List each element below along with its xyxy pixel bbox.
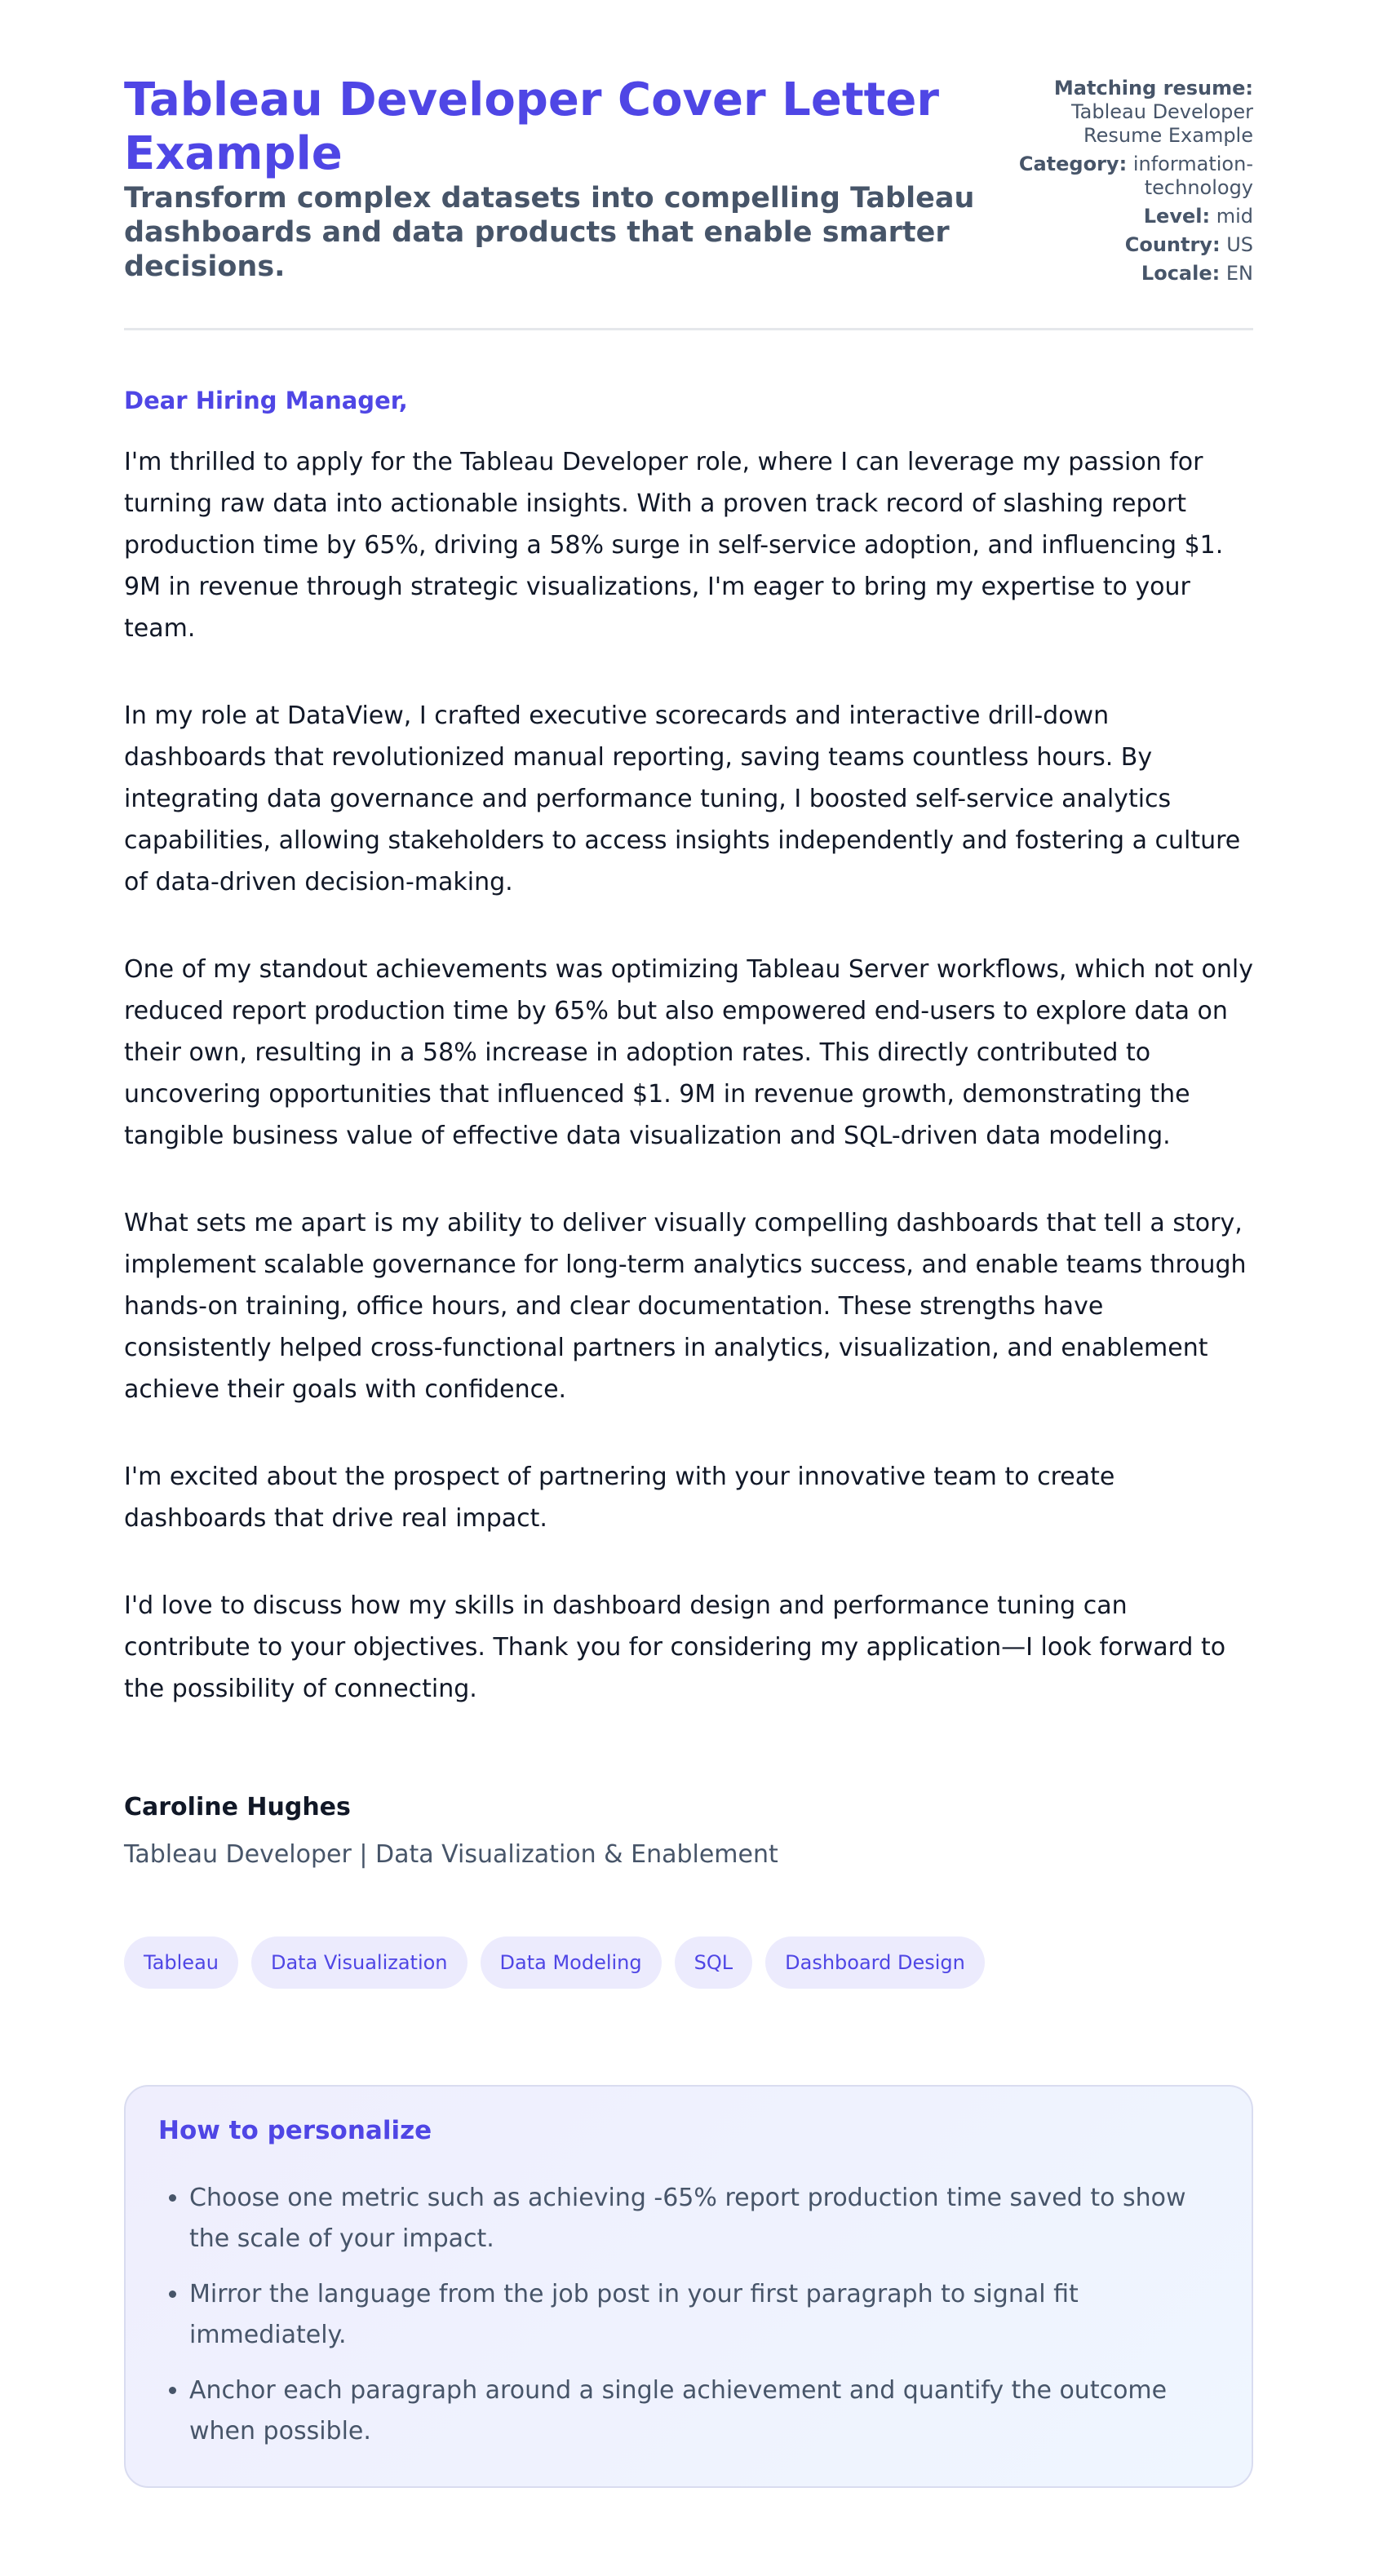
letter-paragraph: In my role at DataView, I crafted executive scorecards and interactive drill-down dashboards that revolutionized manual reporting, saving teams countless hours. By integrating data governance and performance tuning, I boosted self-service analytics capabilities, allowing stakeholders to access insights independently and fostering a culture of data-driven decision-making. <box>124 702 1241 896</box>
page-title: Tableau Developer Cover Letter Example <box>124 73 939 180</box>
page-header <box>124 73 1253 330</box>
tip-item: • Mirror the language from the job post in your first paragraph to signal fit immediately. <box>189 2274 1219 2356</box>
letter-paragraph: I'm excited about the prospect of partnering with your innovative team to create dashboards that drive real impact. <box>124 1463 1115 1533</box>
salutation: Dear Hiring Manager, <box>124 387 408 414</box>
meta-matching-resume <box>992 77 1253 148</box>
meta-category <box>992 153 1253 200</box>
signature-name: Caroline Hughes <box>124 1793 351 1821</box>
category-value: information-technology <box>1132 153 1253 199</box>
letter-paragraph: I'd love to discuss how my skills in dashboard design and performance tuning can contribute to your objectives. Thank you for considering my application—I look forward to the possibility of connecting. <box>124 1591 1226 1703</box>
meta-info <box>992 77 1253 290</box>
letter-paragraph: What sets me apart is my ability to deliver visually compelling dashboards that tell a story, implement scalable governance for long-term analytics success, and enable teams through hands-on training, office hours, and clear documentation. These strengths have consistently helped cross-functional partners in analytics, visualization, and enablement achieve their goals with confidence. <box>124 1209 1247 1404</box>
matching-resume-value: Tableau Developer Resume Example <box>1070 100 1253 147</box>
locale-value: EN <box>1225 262 1253 285</box>
meta-label: Matching resume: <box>1053 77 1253 100</box>
letter-paragraph: I'm thrilled to apply for the Tableau Developer role, where I can leverage my passion for turning raw data into actionable insights. With a proven track record of slashing report production time by 65%, driving a 58% surge in self-service adoption, and influencing $1. 9M in revenue through strategic visualizations, I'm eager to bring my expertise to your team. <box>124 448 1224 643</box>
country-value: US <box>1226 233 1253 256</box>
skill-tag-dashboard-design[interactable]: Dashboard Design <box>765 1936 985 1989</box>
meta-label: Category: <box>1018 153 1128 175</box>
letter-body <box>124 330 1253 1871</box>
skill-tag-data-modeling[interactable]: Data Modeling <box>481 1936 662 1989</box>
skill-tag-data-visualization[interactable]: Data Visualization <box>251 1936 468 1989</box>
tip-item: • Anchor each paragraph around a single achievement and quantify the outcome when possible. <box>189 2370 1219 2452</box>
tips-title: How to personalize <box>158 2116 432 2145</box>
header-titles <box>124 73 989 284</box>
letter-paragraph: One of my standout achievements was optimizing Tableau Server workflows, which not only reduced report production time by 65% but also empowered end-users to explore data on their own, resulting in a 58% increase in adoption rates. This directly contributed to uncovering opportunities that influenced $1. 9M in revenue growth, demonstrating the tangible business value of effective data visualization and SQL-driven data modeling. <box>124 955 1253 1150</box>
personalize-tips-card <box>124 2085 1253 2488</box>
signature-title: Tableau Developer | Data Visualization & Enablement <box>124 1840 778 1869</box>
tips-list <box>158 2178 1219 2452</box>
skill-tags <box>124 1936 1253 1989</box>
level-value: mid <box>1216 205 1253 228</box>
meta-locale <box>992 262 1253 285</box>
meta-label: Country: <box>1124 233 1221 256</box>
meta-label: Level: <box>1143 205 1211 228</box>
meta-level <box>992 205 1253 228</box>
skill-tag-sql[interactable]: SQL <box>675 1936 753 1989</box>
meta-country <box>992 233 1253 257</box>
tip-item: • Choose one metric such as achieving -65% report production time saved to show the scale of your impact. <box>189 2178 1219 2260</box>
skill-tag-tableau[interactable]: Tableau <box>124 1936 238 1989</box>
page-subtitle: Transform complex datasets into compelling Tableau dashboards and data products that enable smarter decisions. <box>124 182 975 283</box>
signature-block <box>124 1791 1253 1871</box>
meta-label: Locale: <box>1141 262 1221 285</box>
